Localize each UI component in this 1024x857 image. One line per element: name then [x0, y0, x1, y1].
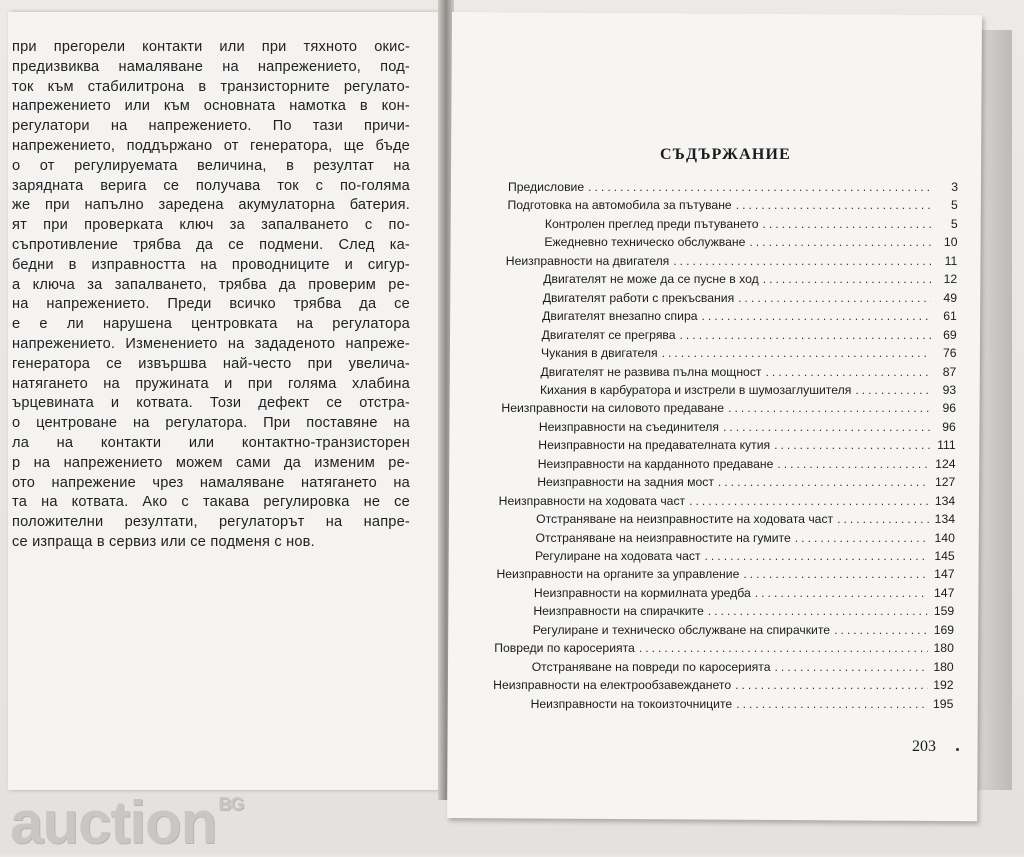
left-page-text — [12, 38, 410, 553]
toc-entry-title: Неизправности на задния мост — [537, 475, 714, 490]
toc-entry-title: Двигателят се прегрява — [541, 327, 676, 342]
toc-leader-dots — [749, 233, 931, 251]
toc-entry — [538, 455, 956, 473]
toc-leader-dots — [755, 584, 929, 602]
left-page-line: та на котвата. Ако с такава регулировка не се — [12, 494, 410, 511]
toc-entry — [531, 695, 954, 713]
toc-entry-title: Предисловие — [508, 180, 585, 194]
left-page-line: ото напрежение чрез намаляване натягането на — [12, 474, 410, 491]
toc-entry-title: Ежедневно техническо обслужване — [544, 235, 746, 250]
left-page-line: о от регулируемата величина, в резултат на — [12, 157, 410, 174]
toc-entry-title: Неизправности на електрообзавеждането — [493, 678, 732, 693]
watermark-logo — [10, 788, 243, 857]
left-page-line: е е ли нарушена центровката на регулатора — [12, 316, 410, 333]
toc-leader-dots — [723, 418, 930, 436]
toc-entry — [542, 326, 957, 344]
page-stack-edge — [978, 30, 1012, 790]
toc-leader-dots — [774, 436, 930, 454]
toc-entry — [508, 178, 958, 196]
toc-entry-title: Неизправности на съединителя — [538, 419, 719, 434]
toc-entry-page: 87 — [942, 364, 957, 379]
toc-leader-dots — [735, 676, 927, 694]
toc-entry-title: Кихания в карбуратора и изстрели в шумозаглушителя — [539, 382, 852, 397]
toc-entry — [543, 270, 957, 288]
toc-entry-page: 169 — [933, 622, 955, 637]
toc-entry-page: 12 — [943, 272, 958, 287]
left-page-line: бедни в изправността на проводниците и сигур- — [12, 256, 410, 273]
toc-leader-dots — [837, 510, 929, 528]
toc-entry — [535, 547, 955, 565]
toc-entry — [494, 639, 954, 657]
toc-entry-page: 180 — [933, 641, 954, 656]
toc-entry-page: 192 — [933, 678, 954, 693]
toc-entry-title: Неизправности на органите за управление — [496, 567, 740, 582]
toc-entry-page: 145 — [934, 549, 955, 563]
left-page-line: при прегорели контакти или при тяхното окис- — [12, 39, 410, 55]
toc-entry-page: 5 — [951, 198, 958, 213]
toc-leader-dots — [795, 529, 929, 547]
left-page-line: напрежението. Изменението на зададеното напреже- — [12, 335, 410, 352]
toc-leader-dots — [705, 547, 929, 565]
left-page-line: ят при проверката ключ за запалването с по- — [12, 217, 410, 234]
page-number: 203 — [912, 738, 936, 755]
toc-entry-page: 195 — [933, 696, 954, 711]
toc-entry — [501, 399, 956, 417]
toc-leader-dots — [736, 695, 927, 713]
toc-entry-title: Двигателят работи с прекъсвания — [542, 290, 735, 305]
left-page-line: се изпраща в сервиз или се подменя с нов. — [12, 533, 315, 550]
toc-entry-page: 5 — [950, 216, 958, 231]
left-page-line: ърцевината и котвата. Този дефект се отстра- — [12, 395, 410, 412]
toc-leader-dots — [743, 565, 928, 583]
toc-entry — [532, 658, 954, 676]
toc-entry — [533, 602, 954, 620]
toc-entry-title: Неизправности на карданното предаване — [537, 456, 774, 471]
toc-entry-title: Регулиране и техническо обслужване на спирачките — [532, 622, 831, 637]
toc-entry-page: 140 — [934, 530, 955, 545]
toc-entry — [506, 252, 958, 270]
toc-leader-dots — [738, 289, 931, 307]
toc-entry-title: Неизправности на двигателя — [505, 253, 670, 268]
left-page-line: регулатори на напрежението. По тази причи- — [12, 118, 410, 135]
toc-entry-page: 61 — [943, 309, 957, 324]
toc-entry-title: Чукания в двигателя — [541, 346, 658, 361]
toc-leader-dots — [855, 381, 930, 399]
toc-entry-page: 11 — [944, 253, 958, 268]
toc-leader-dots — [736, 196, 932, 214]
toc-entry-page: 3 — [951, 180, 958, 194]
toc-entry-page: 10 — [943, 235, 958, 250]
toc-entry — [545, 215, 958, 233]
toc-leader-dots — [763, 215, 932, 233]
toc-entry — [536, 529, 955, 547]
toc-entry — [493, 676, 953, 694]
left-page-line: зарядната верига се получава ток с по-голяма — [12, 177, 410, 194]
toc-entry — [540, 381, 956, 399]
toc-entry-page: 49 — [943, 290, 957, 305]
toc-entry-title: Подготовка на автомобила за пътуване — [507, 198, 732, 213]
toc-entry-title: Неизправности на кормилната уредба — [533, 585, 751, 600]
toc-entry-title: Неизправности на спирачките — [533, 604, 704, 619]
toc-leader-dots — [777, 455, 929, 473]
toc-leader-dots — [588, 178, 932, 196]
toc-entry-title: Отстраняване на неизправностите на ходовата част — [536, 512, 834, 527]
toc-entry — [544, 233, 957, 251]
left-page-line: а ключа за запалването, трябва да проверим ре- — [12, 276, 410, 293]
toc-leader-dots — [680, 326, 931, 344]
toc-leader-dots — [834, 621, 928, 639]
left-page-line: р на напрежението можем сами да изменим ре- — [12, 454, 410, 471]
left-page-line: натягането на пружината и при голяма хлабина — [12, 375, 410, 392]
toc-leader-dots — [702, 307, 931, 325]
left-page-line: о центроване на регулатора. При поставяне на — [12, 415, 410, 432]
toc-entry-page: 159 — [933, 604, 955, 619]
toc-entry — [541, 363, 957, 381]
toc-entry — [534, 584, 954, 602]
toc-leader-dots — [718, 473, 929, 491]
toc-leader-dots — [763, 270, 931, 288]
toc-entry-title: Неизправности на ходовата част — [498, 493, 686, 508]
left-page-line: съпротивление трябва да се подмени. След ка- — [12, 236, 410, 253]
toc-entry — [539, 418, 956, 436]
page-dot — [956, 748, 959, 751]
toc-entry-title: Неизправности на токоизточниците — [530, 696, 733, 711]
left-page-line: предизвиква намаляване на напрежението, под- — [12, 58, 410, 75]
toc-title: СЪДЪРЖАНИЕ — [660, 146, 791, 163]
toc-leader-dots — [689, 492, 929, 510]
left-page-line: положителни резултати, регулаторът на напре- — [12, 514, 410, 531]
toc-entry-title: Двигателят не развива пълна мощност — [540, 364, 762, 379]
toc-entry-page: 69 — [943, 327, 957, 342]
toc-entry — [499, 492, 956, 510]
toc-entry-page: 127 — [935, 475, 956, 490]
toc-entry-title: Двигателят внезапно спира — [542, 309, 698, 324]
left-page-line: ла на контакти или контактно-транзисторен — [12, 434, 410, 451]
toc-entry-page: 147 — [934, 567, 955, 582]
toc-entry-title: Отстраняване на неизправностите на гумите — [535, 530, 791, 545]
left-page-line: на напрежението. Преди всичко трябва да се — [12, 296, 410, 313]
watermark-suffix: BG — [218, 794, 244, 814]
toc-entry-title: Неизправности на силовото предаване — [501, 401, 725, 416]
toc-leader-dots — [775, 658, 928, 676]
toc-entry-page: 134 — [934, 512, 956, 527]
left-page-line: генератора се извършва най-често при увелича- — [12, 355, 410, 372]
toc-entry — [543, 289, 957, 307]
toc-entry — [533, 621, 954, 639]
watermark-brand: auction — [10, 789, 217, 856]
toc-entry-page: 124 — [935, 456, 956, 471]
toc-entry-title: Повреди по каросерията — [494, 641, 635, 656]
toc-entry-page: 111 — [937, 438, 956, 453]
toc-entry-title: Двигателят не може да се пусне в ход — [543, 272, 759, 287]
toc-leader-dots — [728, 399, 930, 417]
toc-entry — [541, 344, 956, 362]
toc-entry — [496, 565, 954, 583]
left-page-line: ток към стабилитрона в транзисторните регулато- — [12, 78, 410, 95]
left-page-line: напрежението, поддържано от генератора, ще бъде — [12, 137, 410, 154]
toc-entry-page: 96 — [942, 419, 956, 434]
toc-leader-dots — [662, 344, 931, 362]
toc-leader-dots — [708, 602, 928, 620]
toc-entry — [542, 307, 957, 325]
toc-entry — [537, 473, 955, 491]
toc-entry-page: 147 — [934, 585, 955, 600]
toc-entry-title: Неизправности на предавателната кутия — [538, 438, 771, 453]
toc-entry — [507, 196, 957, 214]
toc-entry-page: 180 — [933, 659, 954, 674]
left-page-line: же при напълно заредена акумулаторна батерия. — [12, 197, 410, 214]
toc-leader-dots — [639, 639, 928, 657]
left-page-line: напрежението или към основната намотка в кон- — [12, 98, 410, 115]
toc-entry-title: Контролен преглед преди пътуването — [544, 216, 759, 231]
toc-entry-title: Отстраняване на повреди по каросерията — [531, 659, 771, 674]
toc-entry-page: 134 — [934, 493, 956, 508]
toc-entry — [536, 510, 955, 528]
toc-entry-title: Регулиране на ходовата част — [535, 549, 701, 563]
toc-leader-dots — [766, 363, 931, 381]
toc-entry-page: 76 — [942, 346, 957, 361]
toc-entry-page: 96 — [942, 401, 956, 416]
toc-leader-dots — [673, 252, 931, 270]
toc-entry — [538, 436, 955, 454]
toc-entry-page: 93 — [942, 382, 957, 397]
